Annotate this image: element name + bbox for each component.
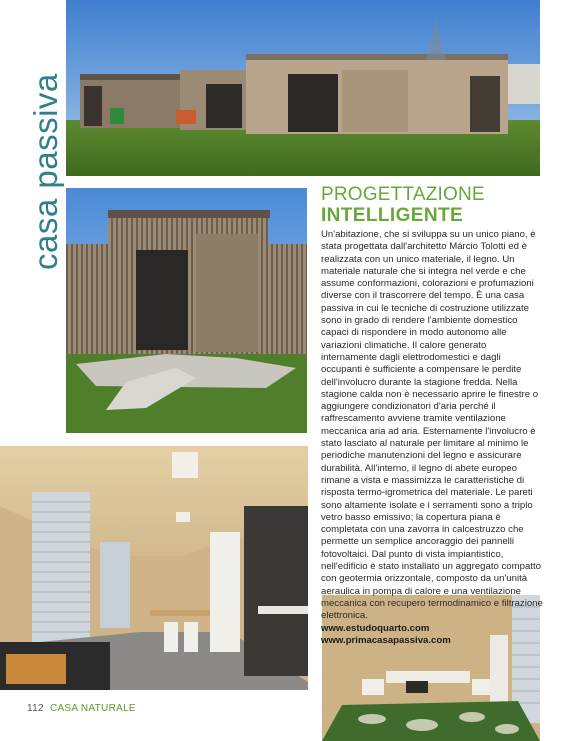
- body-paragraph: Un'abitazione, che si sviluppa su un unico piano, è stata progettata dall'architetto Márcio Tolotti ed è realizzata con un unico materiale, il legno. Un materiale naturale che si integra nel verde e che assume conformazioni, colorazioni e profumazioni diverse con il trascorrere del tempo. È una casa passiva in cui le tecniche di costruzione utilizzate sono in grado di rendere l'ambiente domestico capaci di rispondere in modo autonomo alle variazioni climatiche. Il calore generato internamente dagli elettrodomestici e dagli occupanti è sufficiente a compensare le perdite dell'involucro durante la stagione fredda. Nella stagione calda non è necessario aprire le finestre o aggiungere condizionatori d'aria perché il raffrescamento avviene tramite ventilazione meccanica aria ad aria. Esternamente l'involucro è stato lasciato al naturale per limitare al minimo le periodiche manutenzioni del legno e assicurare durabilità. All'interno, il legno di abete europeo rimane a vista e massimizza le caratteristiche di risposta termo-igrometrica del materiale. Le pareti sono altamente isolate e i serramenti sono a triplo vetro basso emissivo; la copertura piana è completata con una zavorra in calcestruzzo che permette un semplice ancoraggio dei pannelli fotovoltaici. Dal punto di vista impiantistico, nell'edificio è stato installato un aggregato compatto con geotermia orizzontale, composto da un'unità aeraulica in pompa di calore e una ventilazione meccanica con recupero termodinamico e filtrazione elettronica.: [321, 229, 543, 622]
- page-footer: [27, 703, 136, 714]
- link-estudoquarto[interactable]: www.estudoquarto.com: [321, 622, 430, 634]
- section-title: casa passiva: [27, 73, 64, 270]
- entrance-volume-photo: [66, 188, 307, 433]
- heading-line-1: PROGETTAZIONE: [321, 184, 485, 205]
- interior-living-room-photo: [0, 446, 308, 690]
- heading-line-2: INTELLIGENTE: [321, 205, 464, 226]
- exterior-house-lawn-photo: [66, 0, 540, 176]
- article-body: [321, 229, 544, 647]
- magazine-name: CASA NATURALE: [49, 703, 136, 714]
- link-primacasapassiva[interactable]: www.primacasapassiva.com: [321, 634, 451, 646]
- page-number: 112: [27, 703, 44, 714]
